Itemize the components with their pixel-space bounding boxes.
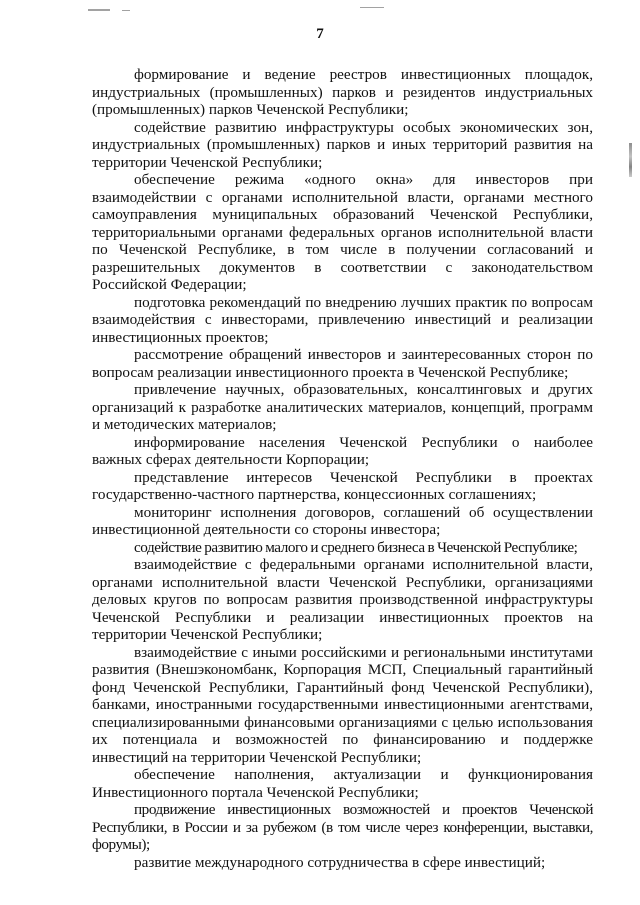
paragraph: представление интересов Чеченской Республики в проектах государственно-частного партнерства, концессионных соглашениях; [92,468,593,503]
paragraph: обеспечение наполнения, актуализации и функционирования Инвестиционного портала Чеченской Республики; [92,766,593,801]
paragraph: взаимодействие с иными российскими и региональными институтами развития (Внешэкономбанк, Корпорация МСП, Специальный гарантийный фонд Чеченской Республики, Гарантийный фонд Чеченской Республики), банками, иностранными государственными инвестиционными агентствами, специализированными финансовыми организациями с целью использования их потенциала и возможностей по финансированию и поддержке инвестиций на территории Чеченской Республики; [92,643,593,766]
scan-artifact [360,7,384,8]
paragraph: развитие международного сотрудничества в сфере инвестиций; [134,853,546,871]
paragraph: обеспечение режима «одного окна» для инвесторов при взаимодействии с органами исполнительной власти, органами местного самоуправления муниципальных образований Чеченской Республики, территориальными органами федеральных органов исполнительной власти по Чеченской Республике, в том числе в получении согласований и разрешительных документов в соответствии с законодательством Российской Федерации; [92,171,593,293]
paragraph: привлечение научных, образовательных, консалтинговых и других организаций к разработке аналитических материалов, концепций, программ и методических материалов; [92,381,593,433]
scan-artifact [88,9,110,11]
paragraph: мониторинг исполнения договоров, соглашений об осуществлении инвестиционной деятельности со стороны инвестора; [92,503,593,538]
scan-artifact [122,10,130,11]
paragraph: формирование и ведение реестров инвестиционных площадок, индустриальных (промышленных) парков и резидентов индустриальных (промышленных) парков Чеченской Республики; [92,66,593,118]
paragraph: содействие развитию инфраструктуры особых экономических зон, индустриальных (промышленных) парков и иных территорий развития на территории Чеченской Республики; [92,118,593,171]
paragraph: взаимодействие с федеральными органами исполнительной власти, органами исполнительной власти Чеченской Республики, организациями деловых кругов по вопросам развития производственной инфраструктуры Чеченской Республики и реализации инвестиционных проектов на территории Чеченской Республики; [92,556,593,643]
scan-edge-mark [629,143,632,177]
paragraph: рассмотрение обращений инвесторов и заинтересованных сторон по вопросам реализации инвестиционного проекта в Чеченской Республике; [92,346,593,381]
paragraph: продвижение инвестиционных возможностей и проектов Чеченской Республики, в России и за рубежом (в том числе через конференции, выставки, форумы); [92,801,593,853]
paragraph: подготовка рекомендаций по внедрению лучших практик по вопросам взаимодействия с инвесторами, привлечению инвестиций и реализации инвестиционных проектов; [92,293,593,346]
paragraph: содействие развитию малого и среднего бизнеса в Чеченской Республике; [134,538,578,556]
paragraph: информирование населения Чеченской Республики о наиболее важных сферах деятельности Корпорации; [92,433,593,468]
page-body [92,66,593,871]
page-number: 7 [316,26,324,42]
